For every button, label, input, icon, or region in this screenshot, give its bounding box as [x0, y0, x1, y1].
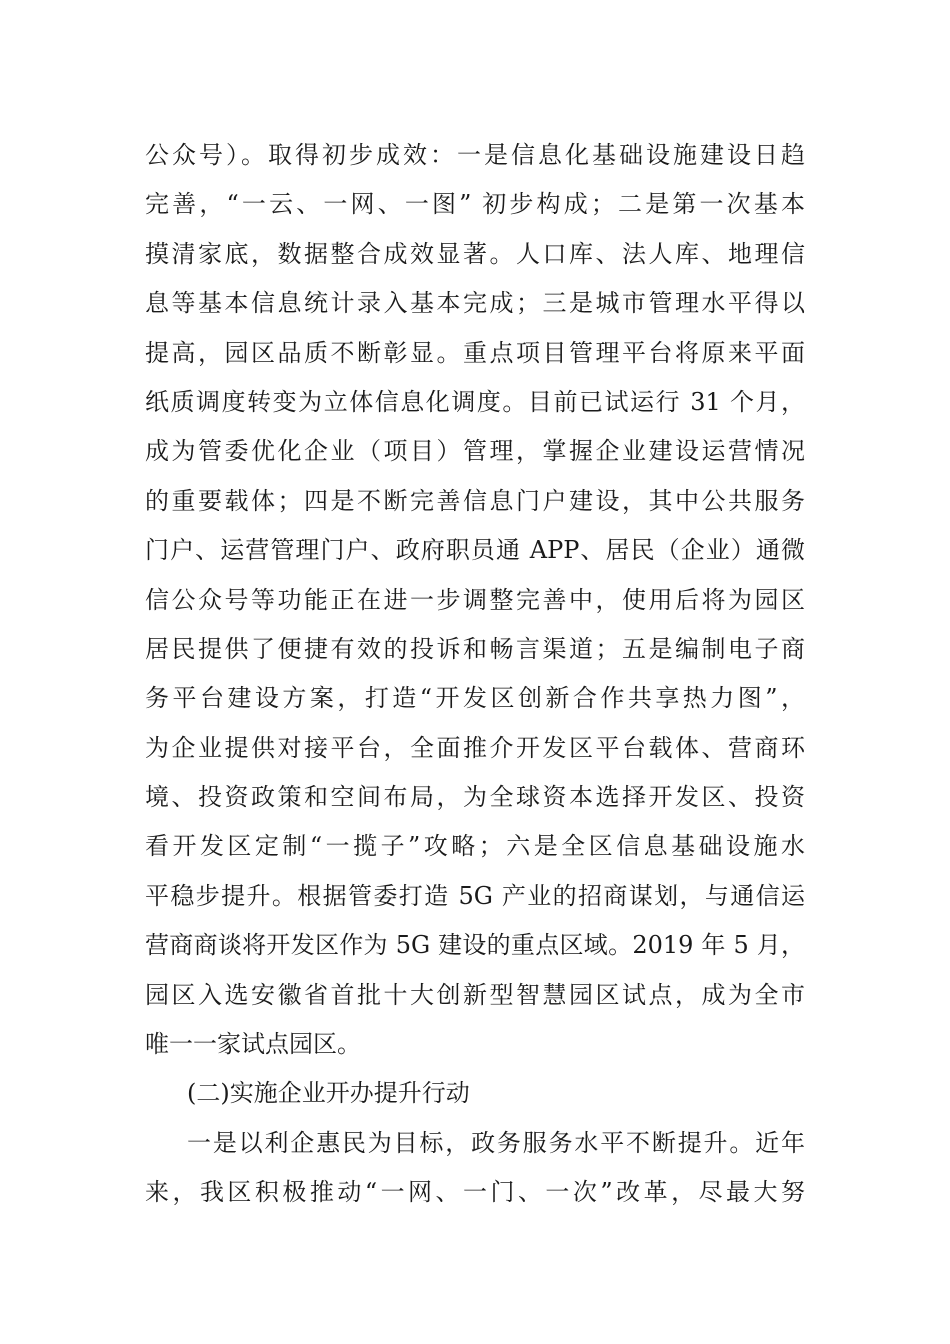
paragraph-2: [145, 1119, 805, 1218]
text-line: 公众号）。取得初步成效：一是信息化基础设施建设日趋: [145, 141, 805, 169]
text-line: 门户、运营管理门户、政府职员通 APP、居民（企业）通微: [145, 536, 805, 565]
text-line: 一是以利企惠民为目标，政务服务水平不断提升。近年: [187, 1128, 805, 1157]
paragraph-1: [145, 131, 805, 1069]
text-line: 居民提供了便捷有效的投诉和畅言渠道；五是编制电子商: [145, 634, 805, 663]
text-line: 平稳步提升。根据管委打造 5G 产业的招商谋划，与通信运: [145, 881, 805, 910]
text-line: 园区入选安徽省首批十大创新型智慧园区试点，成为全市: [145, 980, 805, 1009]
text-line: 的重要载体；四是不断完善信息门户建设，其中公共服务: [145, 486, 805, 515]
text-line: 提高，园区品质不断彰显。重点项目管理平台将原来平面: [145, 338, 805, 367]
document-body: [145, 131, 805, 1218]
text-line: 务平台建设方案，打造“开发区创新合作共享热力图”，: [145, 684, 805, 713]
text-line: 来，我区积极推动“一网、一门、一次”改革，尽最大努: [145, 1178, 805, 1207]
text-line: 息等基本信息统计录入基本完成；三是城市管理水平得以: [145, 289, 805, 318]
text-line: 成为管委优化企业（项目）管理，掌握企业建设运营情况: [145, 437, 805, 466]
text-line: 营商商谈将开发区作为 5G 建设的重点区域。2019 年 5 月，: [145, 931, 805, 960]
text-line: 为企业提供对接平台，全面推介开发区平台载体、营商环: [145, 733, 805, 762]
text-line: 信公众号等功能正在进一步调整完善中，使用后将为园区: [145, 585, 805, 614]
section-heading: (二)实施企业开办提升行动: [187, 1079, 470, 1108]
text-line: 境、投资政策和空间布局，为全球资本选择开发区、投资: [145, 783, 805, 812]
text-line: 看开发区定制“一揽子”攻略；六是全区信息基础设施水: [145, 832, 805, 861]
text-line: 唯一一家试点园区。: [145, 1030, 361, 1059]
text-line: 摸清家底，数据整合成效显著。人口库、法人库、地理信: [145, 239, 805, 268]
text-line: 完善，“一云、一网、一图” 初步构成；二是第一次基本: [145, 190, 805, 219]
text-line: 纸质调度转变为立体信息化调度。目前已试运行 31 个月，: [145, 387, 805, 416]
